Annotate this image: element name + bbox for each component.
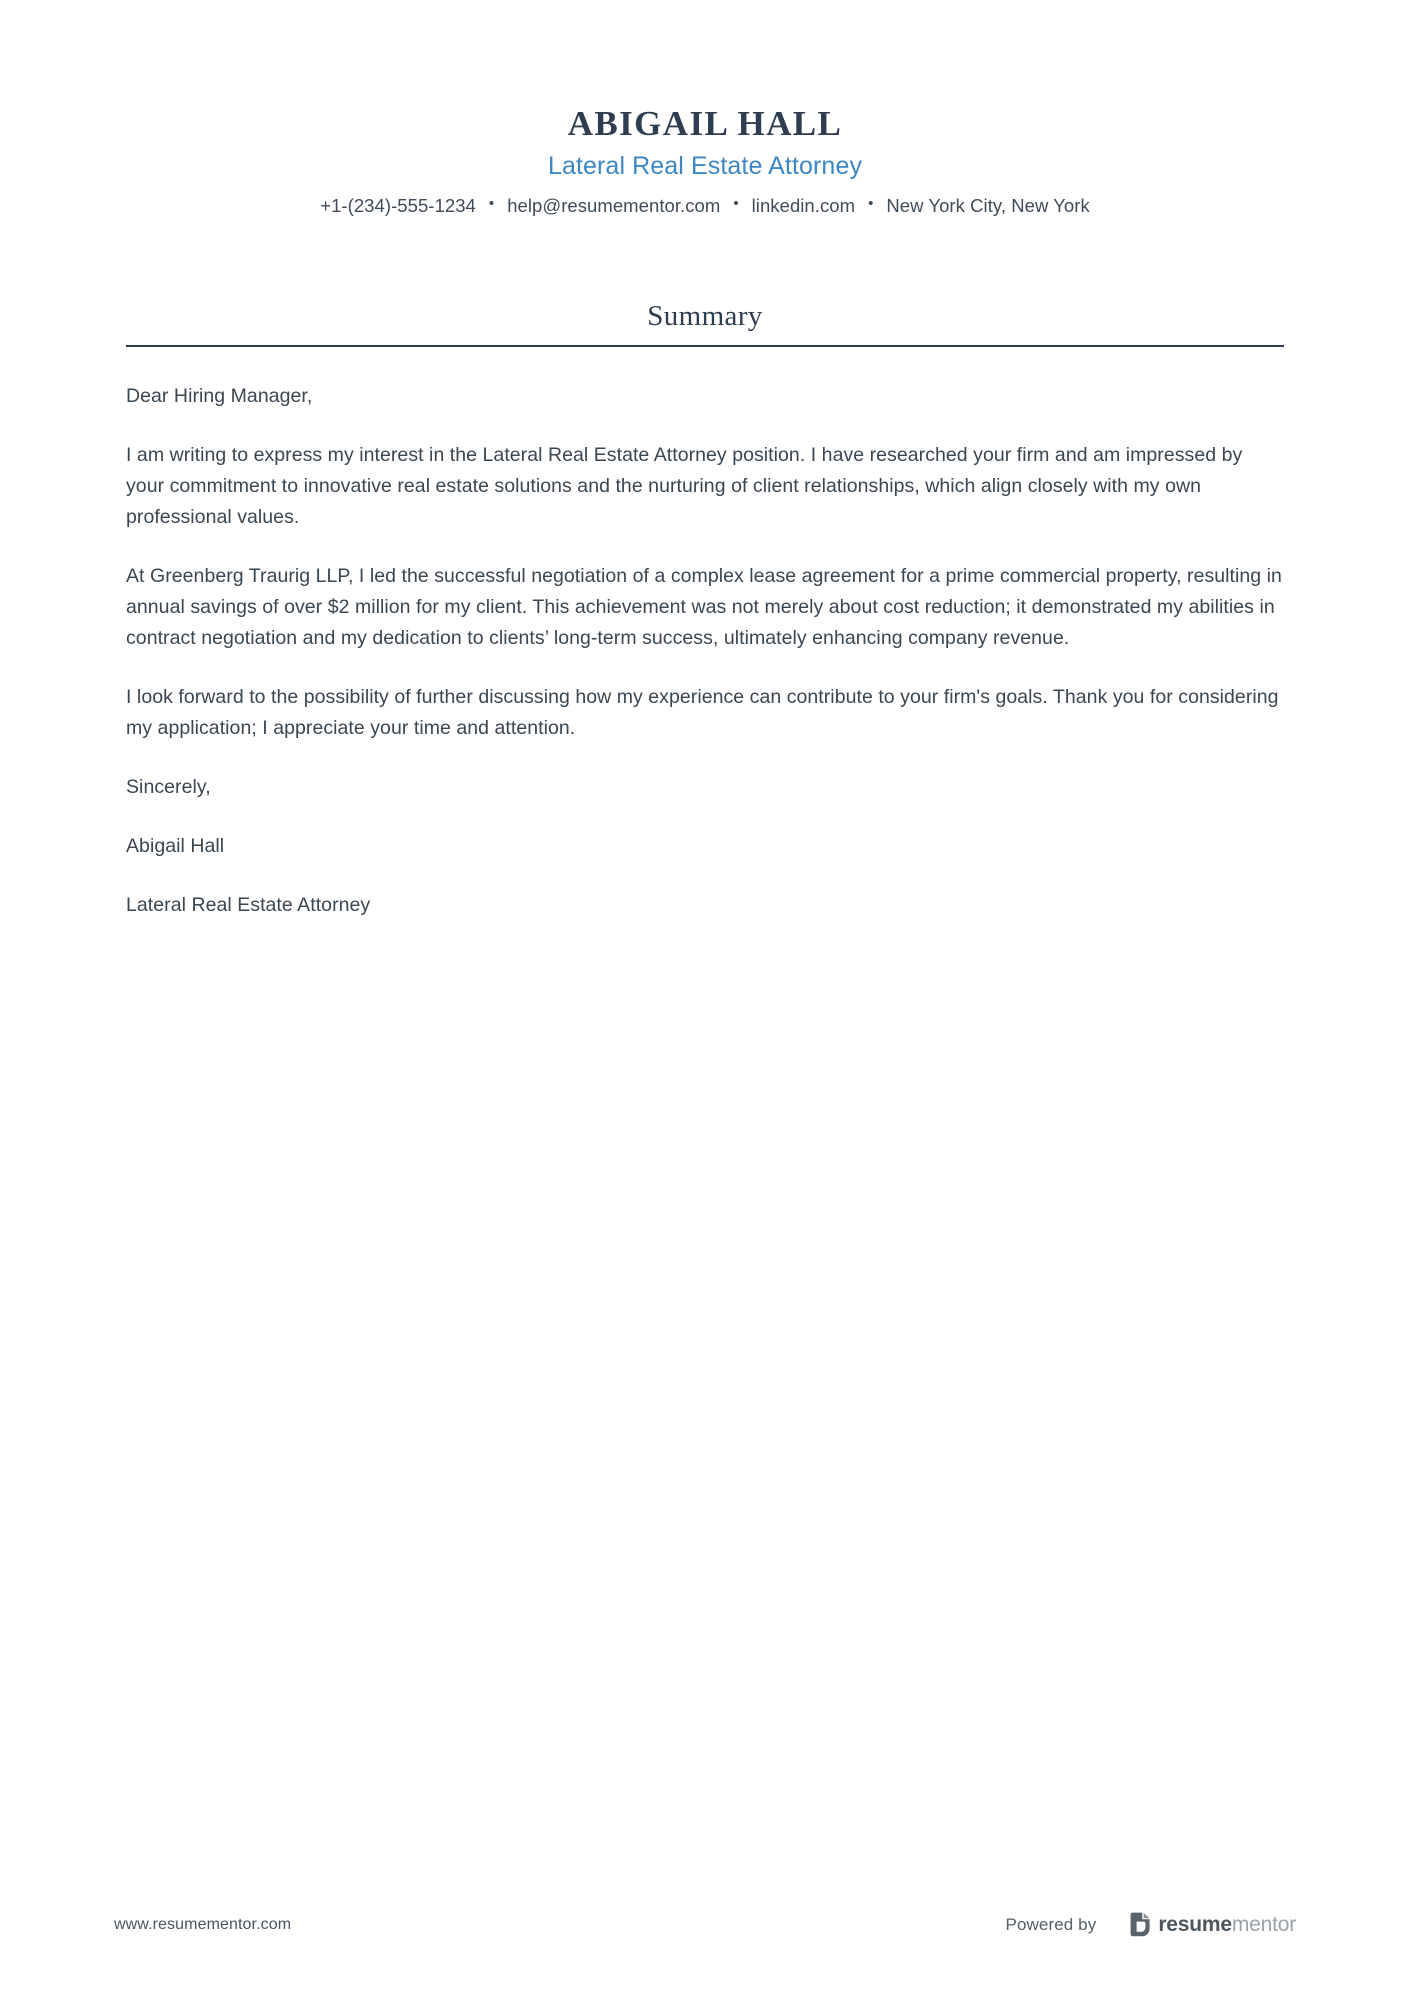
document-footer <box>0 1912 1410 1937</box>
contact-email[interactable]: help@resumementor.com <box>507 194 721 216</box>
letter-body <box>0 381 1410 921</box>
document-header <box>0 0 1410 219</box>
letter-paragraph: I am writing to express my interest in the Lateral Real Estate Attorney position. I have researched your firm and am impressed by your commitment to innovative real estate solutions and the nurturing of client relationships, which align closely with my own professional values. <box>126 444 1243 529</box>
resumementor-logo[interactable] <box>1130 1912 1296 1937</box>
powered-by-label: Powered by <box>1005 1914 1097 1934</box>
contact-linkedin[interactable]: linkedin.com <box>751 194 856 216</box>
contact-separator-icon: • <box>868 195 874 213</box>
contact-line <box>0 193 1410 219</box>
summary-section-header <box>0 299 1410 348</box>
signature-title: Lateral Real Estate Attorney <box>126 894 371 917</box>
footer-branding <box>1006 1912 1296 1937</box>
candidate-name: ABIGAIL HALL <box>567 104 843 143</box>
letter-paragraph: I look forward to the possibility of further discussing how my experience can contribute to your firm's goals. Thank you for considering my application; I appreciate your time and attention. <box>126 686 1279 740</box>
contact-separator-icon: • <box>488 195 495 213</box>
section-title: Summary <box>647 299 763 332</box>
footer-website-url[interactable]: www.resumementor.com <box>114 1915 292 1933</box>
letter-closing: Sincerely, <box>126 776 211 799</box>
brand-word-resume: resume <box>1158 1913 1232 1936</box>
signature-name: Abigail Hall <box>126 835 225 858</box>
contact-location: New York City, New York <box>886 194 1090 216</box>
candidate-job-title: Lateral Real Estate Attorney <box>547 152 863 181</box>
contact-phone: +1-(234)-555-1234 <box>320 194 476 216</box>
resumementor-bookmark-icon <box>1130 1912 1151 1937</box>
contact-separator-icon: • <box>733 195 739 213</box>
section-divider <box>126 345 1284 347</box>
letter-salutation: Dear Hiring Manager, <box>126 385 313 408</box>
brand-wordmark <box>1158 1914 1296 1935</box>
letter-paragraph: At Greenberg Traurig LLP, I led the successful negotiation of a complex lease agreement for a prime commercial property, resulting in annual savings of over $2 million for my client. This achievement was not merely about cost reduction; it demonstrated my abilities in contract negotiation and my dedication to clients’ long-term success, ultimately enhancing company revenue. <box>126 565 1282 650</box>
brand-word-mentor: mentor <box>1231 1913 1296 1936</box>
